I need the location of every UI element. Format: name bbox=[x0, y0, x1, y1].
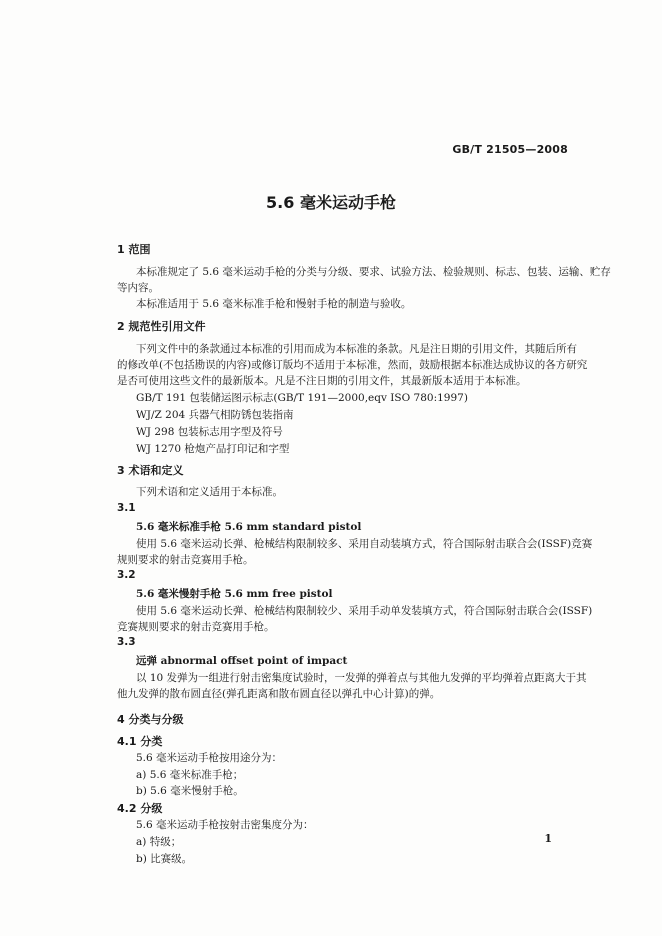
term-3-1-number: 3.1 bbox=[117, 502, 136, 514]
section-4-2-intro: 5.6 毫米运动手枪按射击密集度分为： bbox=[136, 819, 314, 831]
term-3-3-number: 3.3 bbox=[117, 636, 136, 648]
term-3-2-line1: 使用 5.6 毫米运动长弹、枪械结构限制较少、采用手动单发装填方式，符合国际射击联合会(ISSF) bbox=[136, 605, 593, 617]
section-4-heading: 4 分类与分级 bbox=[117, 713, 184, 726]
term-3-2-title: 5.6 毫米慢射手枪 5.6 mm free pistol bbox=[136, 588, 333, 600]
section-4-1-intro: 5.6 毫米运动手枪按用途分为： bbox=[136, 752, 283, 764]
section-2-para-line2: 的修改单(不包括勘误的内容)或修订版均不适用于本标准，然而，鼓励根据本标准达成协议的各方研究 bbox=[117, 359, 588, 371]
term-3-1-title: 5.6 毫米标准手枪 5.6 mm standard pistol bbox=[136, 521, 362, 533]
term-3-3-title: 远弹 abnormal offset point of impact bbox=[136, 655, 348, 667]
reference-item: WJ 1270 枪炮产品打印记和字型 bbox=[136, 443, 290, 455]
section-4-2-heading: 4.2 分级 bbox=[117, 802, 163, 815]
reference-item: WJ/Z 204 兵器气相防锈包装指南 bbox=[136, 409, 294, 421]
reference-item: GB/T 191 包装储运图示标志(GB/T 191—2000,eqv ISO 780:1997) bbox=[136, 392, 468, 404]
list-item: b) 5.6 毫米慢射手枪。 bbox=[136, 785, 244, 797]
list-item: a) 特级； bbox=[136, 836, 182, 848]
term-3-2-number: 3.2 bbox=[117, 569, 136, 581]
section-3-heading: 3 术语和定义 bbox=[117, 464, 184, 477]
term-3-3-line2: 他九发弹的散布圆直径(弹孔距离和散布圆直径以弹孔中心计算)的弹。 bbox=[117, 688, 441, 700]
section-1-para2: 本标准适用于 5.6 毫米标准手枪和慢射手枪的制造与验收。 bbox=[136, 298, 412, 310]
term-3-1-line2: 规则要求的射击竞赛用手枪。 bbox=[117, 554, 254, 566]
list-item: b) 比赛级。 bbox=[136, 853, 193, 865]
section-2-heading: 2 规范性引用文件 bbox=[117, 320, 206, 333]
standard-number: GB/T 21505—2008 bbox=[452, 143, 568, 156]
section-1-heading: 1 范围 bbox=[117, 243, 151, 256]
section-2-para-line3: 是否可使用这些文件的最新版本。凡是不注日期的引用文件，其最新版本适用于本标准。 bbox=[117, 375, 527, 387]
section-2-para-line1: 下列文件中的条款通过本标准的引用而成为本标准的条款。凡是注日期的引用文件，其随后所有 bbox=[136, 343, 577, 355]
section-4-1-heading: 4.1 分类 bbox=[117, 735, 163, 748]
term-3-2-line2: 竞赛规则要求的射击竞赛用手枪。 bbox=[117, 621, 275, 633]
reference-item: WJ 298 包装标志用字型及符号 bbox=[136, 426, 283, 438]
document-title: 5.6 毫米运动手枪 bbox=[266, 193, 396, 212]
section-3-intro: 下列术语和定义适用于本标准。 bbox=[136, 486, 283, 498]
section-1-para1-line2: 等内容。 bbox=[117, 282, 159, 294]
term-3-3-line1: 以 10 发弹为一组进行射击密集度试验时，一发弹的弹着点与其他九发弹的平均弹着点距离大于其 bbox=[136, 672, 587, 684]
list-item: a) 5.6 毫米标准手枪； bbox=[136, 769, 244, 781]
section-1-para1-line1: 本标准规定了 5.6 毫米运动手枪的分类与分级、要求、试验方法、检验规则、标志、包装、运输、贮存 bbox=[136, 266, 611, 278]
term-3-1-line1: 使用 5.6 毫米运动长弹、枪械结构限制较多、采用自动装填方式，符合国际射击联合会(ISSF)竞赛 bbox=[136, 538, 593, 550]
page-number: 1 bbox=[544, 832, 552, 845]
